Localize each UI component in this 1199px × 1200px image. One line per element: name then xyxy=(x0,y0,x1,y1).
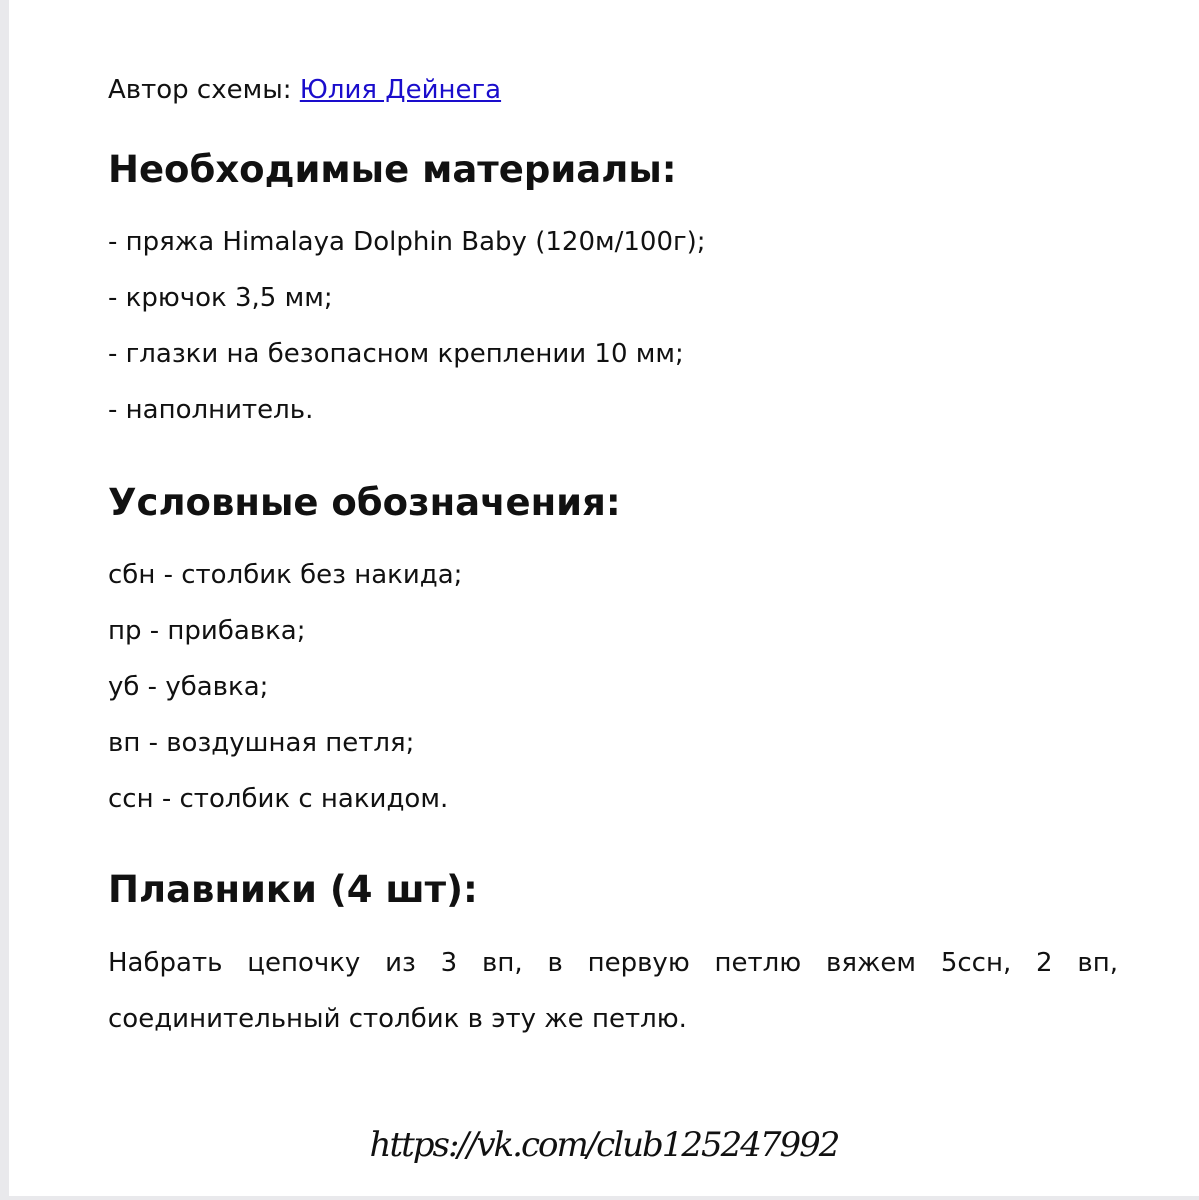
author-link[interactable]: Юлия Дейнега xyxy=(299,75,502,105)
legend-item: уб - убавка; xyxy=(108,672,269,702)
material-item: - наполнитель. xyxy=(108,395,314,425)
legend-item: вп - воздушная петля; xyxy=(108,728,415,758)
materials-heading: Необходимые материалы: xyxy=(108,148,677,191)
material-item: - глазки на безопасном креплении 10 мм; xyxy=(108,339,684,369)
legend-heading: Условные обозначения: xyxy=(108,481,621,524)
material-item: - крючок 3,5 мм; xyxy=(108,283,333,313)
author-label: Автор схемы: xyxy=(108,75,292,105)
author-line xyxy=(108,70,501,110)
material-item: - пряжа Himalaya Dolphin Baby (120м/100г); xyxy=(108,227,706,257)
legend-item: пр - прибавка; xyxy=(108,616,306,646)
footer-url-watermark: https://vk.com/club125247992 xyxy=(369,1125,839,1165)
fins-instructions: Набрать цепочку из 3 вп, в первую петлю вяжем 5ссн, 2 вп, соединительный столбик в эту же петлю. xyxy=(108,948,1118,1034)
document-page xyxy=(9,0,1199,1196)
legend-item: ссн - столбик с накидом. xyxy=(108,784,449,814)
legend-item: сбн - столбик без накида; xyxy=(108,560,463,590)
fins-heading: Плавники (4 шт): xyxy=(108,868,478,911)
